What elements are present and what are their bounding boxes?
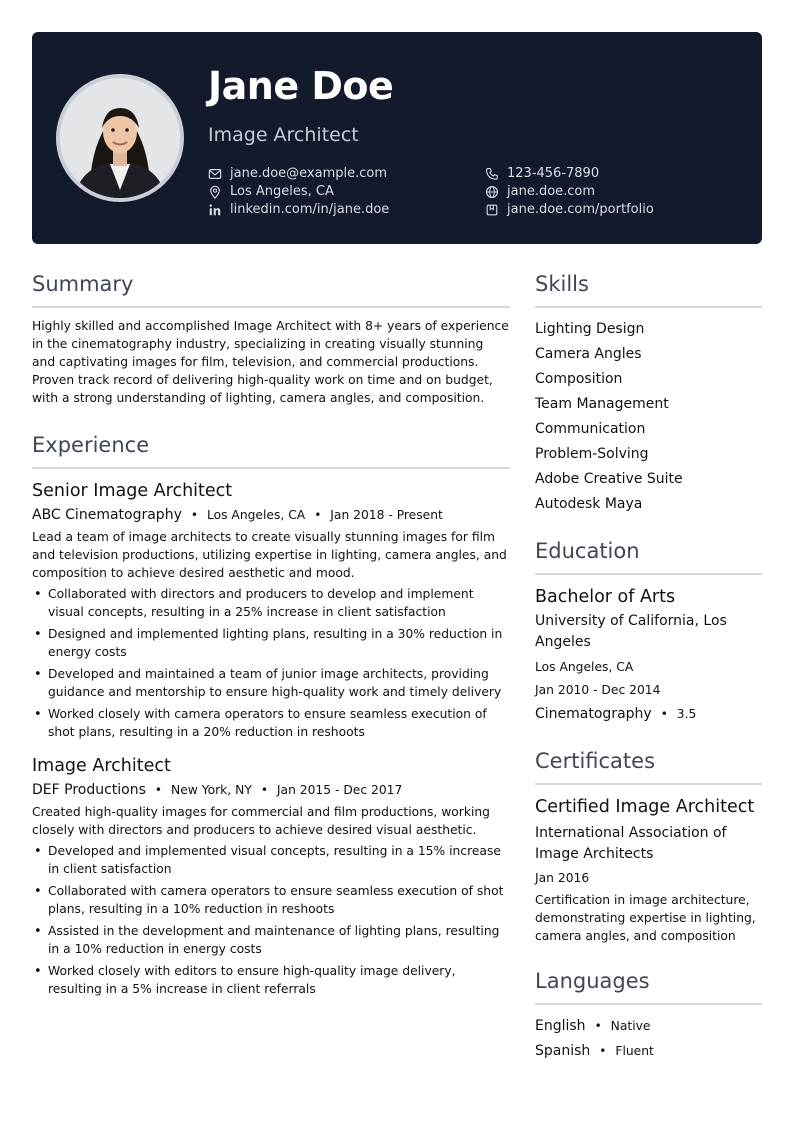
list-item: • Developed and implemented visual concepts, resulting in a 15% increase in client satisfaction	[32, 842, 510, 878]
education-gpa: 3.5	[676, 707, 697, 721]
resume-header	[32, 32, 762, 244]
job-entry	[32, 753, 510, 998]
separator-dot: •	[260, 783, 268, 797]
certificate-description: Certification in image architecture, demonstrating expertise in lighting, camera angles, and composition	[535, 893, 756, 943]
job-dates: Jan 2018 - Present	[330, 508, 443, 522]
job-location: New York, NY	[171, 783, 252, 797]
education-section	[535, 535, 762, 725]
job-bullets	[32, 842, 510, 998]
languages-section	[535, 965, 762, 1064]
experience-heading: Experience	[32, 429, 510, 469]
certificate-date: Jan 2016	[535, 871, 590, 885]
summary-text: Highly skilled and accomplished Image Architect with 8+ years of experience in the cinematography industry, specializing in creating visually stunning and captivating images for film, television, and commercial productions. Proven track record of delivering high-quality work on time and on budget, with a strong understanding of lighting, camera angles, and composition.	[32, 319, 509, 405]
contact-email[interactable]	[208, 165, 387, 183]
contact-email-text: jane.doe@example.com	[230, 166, 388, 181]
languages-heading: Languages	[535, 965, 762, 1005]
education-degree: Bachelor of Arts	[535, 587, 676, 607]
avatar	[56, 74, 184, 202]
list-item: • Worked closely with editors to ensure high-quality image delivery, resulting in a 5% increase in client referrals	[32, 962, 510, 998]
skill-item: Problem-Solving	[535, 446, 649, 462]
job-company: ABC Cinematography	[32, 507, 182, 523]
language-level: Fluent	[615, 1044, 654, 1058]
portfolio-icon	[485, 203, 499, 217]
list-item: • Collaborated with directors and producers to develop and implement visual concepts, resulting in a 25% increase in client satisfaction	[32, 585, 510, 621]
job-meta	[32, 779, 510, 801]
separator-dot: •	[154, 783, 162, 797]
education-location: Los Angeles, CA	[535, 660, 634, 674]
skills-list	[535, 317, 762, 517]
candidate-name: Jane Doe	[208, 64, 394, 108]
profile-photo	[60, 78, 180, 198]
separator-dot: •	[599, 1044, 607, 1058]
language-item	[535, 1039, 762, 1064]
skill-item: Camera Angles	[535, 346, 642, 362]
job-dates: Jan 2015 - Dec 2017	[276, 783, 403, 797]
certificates-heading: Certificates	[535, 745, 762, 785]
separator-dot: •	[190, 508, 198, 522]
contact-website[interactable]	[485, 183, 595, 201]
job-description: Created high-quality images for commercial and film productions, working closely with directors and producers to achieve desired visual aesthetic.	[32, 805, 490, 837]
contact-phone[interactable]	[485, 165, 599, 183]
separator-dot: •	[314, 508, 322, 522]
skill-item: Composition	[535, 371, 623, 387]
main-column	[32, 268, 510, 1002]
contact-location	[208, 183, 334, 201]
education-field: Cinematography	[535, 706, 652, 722]
certificate-issuer: International Association of Image Architects	[535, 825, 727, 862]
job-role: Senior Image Architect	[32, 481, 233, 501]
experience-section	[32, 429, 510, 998]
globe-icon	[485, 185, 499, 199]
skill-item: Autodesk Maya	[535, 496, 643, 512]
list-item: • Developed and maintained a team of junior image architects, providing guidance and mentorship to ensure high-quality work and timely delivery	[32, 665, 510, 701]
list-item: • Collaborated with camera operators to ensure seamless execution of shot plans, resulting in a 10% reduction in reshoots	[32, 882, 510, 918]
language-item	[535, 1014, 762, 1039]
job-bullets	[32, 585, 510, 741]
job-location: Los Angeles, CA	[206, 508, 306, 522]
language-name: Spanish	[535, 1043, 591, 1059]
skill-item: Communication	[535, 421, 646, 437]
contact-phone-text: 123-456-7890	[507, 166, 600, 181]
contact-website-text: jane.doe.com	[507, 184, 596, 199]
linkedin-icon	[208, 203, 222, 217]
contact-linkedin[interactable]	[208, 201, 389, 219]
summary-heading: Summary	[32, 268, 510, 308]
education-field-row	[535, 703, 762, 725]
certificates-section	[535, 745, 762, 945]
job-role: Image Architect	[32, 756, 171, 776]
separator-dot: •	[660, 707, 668, 721]
language-name: English	[535, 1018, 586, 1034]
education-heading: Education	[535, 535, 762, 575]
mail-icon	[208, 167, 222, 181]
contact-location-text: Los Angeles, CA	[230, 184, 334, 199]
skills-section	[535, 268, 762, 517]
phone-icon	[485, 167, 499, 181]
skill-item: Lighting Design	[535, 321, 645, 337]
skill-item: Adobe Creative Suite	[535, 471, 683, 487]
side-column	[535, 268, 762, 1064]
summary-section	[32, 268, 510, 407]
skills-heading: Skills	[535, 268, 762, 308]
job-company: DEF Productions	[32, 782, 146, 798]
candidate-title: Image Architect	[208, 124, 359, 146]
contact-portfolio[interactable]	[485, 201, 654, 219]
skill-item: Team Management	[535, 396, 669, 412]
list-item: • Worked closely with camera operators to ensure seamless execution of shot plans, resulting in a 20% reduction in reshoots	[32, 705, 510, 741]
list-item: • Assisted in the development and maintenance of lighting plans, resulting in a 10% reduction in energy costs	[32, 922, 510, 958]
language-level: Native	[610, 1019, 651, 1033]
education-school: University of California, Los Angeles	[535, 613, 727, 650]
contact-linkedin-text: linkedin.com/in/jane.doe	[230, 202, 390, 217]
job-meta	[32, 504, 510, 526]
job-description: Lead a team of image architects to create visually stunning images for film and television productions, utilizing expertise in lighting, camera angles, and composition to achieve desired aesthetic and mood.	[32, 530, 507, 580]
separator-dot: •	[594, 1019, 602, 1033]
list-item: • Designed and implemented lighting plans, resulting in a 30% reduction in energy costs	[32, 625, 510, 661]
job-entry	[32, 478, 510, 741]
map-pin-icon	[208, 185, 222, 199]
contact-portfolio-text: jane.doe.com/portfolio	[507, 202, 654, 217]
education-dates: Jan 2010 - Dec 2014	[535, 683, 661, 697]
certificate-name: Certified Image Architect	[535, 797, 755, 817]
